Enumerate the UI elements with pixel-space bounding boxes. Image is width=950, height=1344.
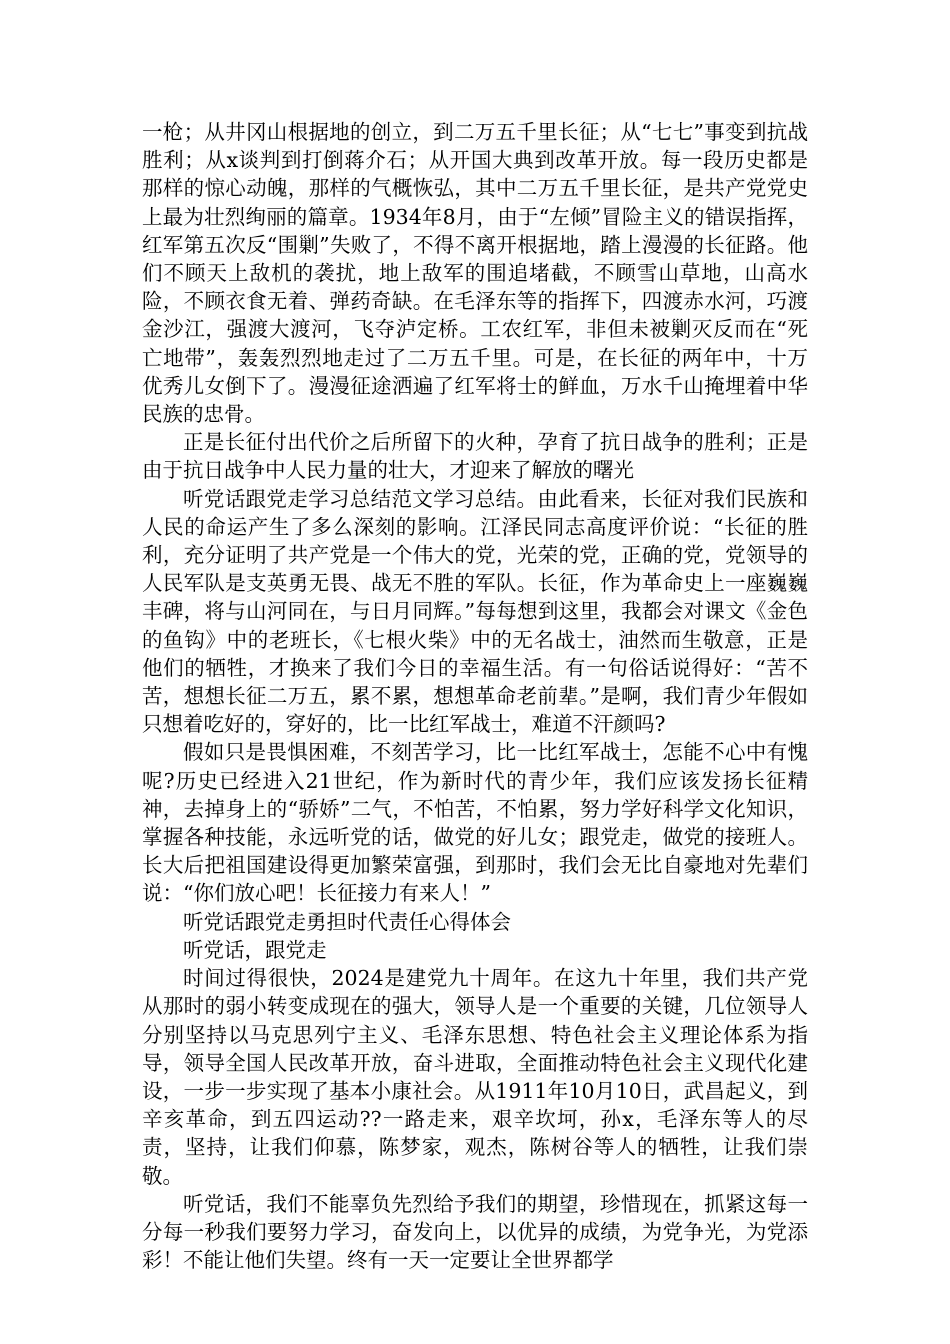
- paragraph-youth-spirit: 假如只是畏惧困难，不刻苦学习，比一比红军战士，怎能不心中有愧呢?历史已经进入21世纪，作为新时代的青少年，我们应该发扬长征精神，去掉身上的“骄娇”二气，不怕苦，不怕累，努力学好科学文化知识，掌握各种技能，永远听党的话，做党的好儿女；跟党走，做党的接班人。长大后把祖国建设得更加繁荣富强，到那时，我们会无比自豪地对先辈们说：“你们放心吧！长征接力有来人！”: [142, 740, 808, 906]
- paragraph-anti-japanese-war: 正是长征付出代价之后所留下的火种，孕育了抗日战争的胜利；正是由于抗日战争中人民力量的壮大，才迎来了解放的曙光: [142, 430, 808, 483]
- paragraph-party-anniversary: 时间过得很快，2024是建党九十周年。在这九十年里，我们共产党从那时的弱小转变成现在的强大，领导人是一个重要的关键，几位领导人分别坚持以马克思列宁主义、毛泽东思想、特色社会主义理论体系为指导，领导全国人民改革开放，奋斗进取，全面推动特色社会主义现代化建设，一步一步实现了基本小康社会。从1911年10月10日，武昌起义，到辛亥革命，到五四运动??一路走来，艰辛坎坷，孙x，毛泽东等人的尽责，坚持，让我们仰慕，陈梦家，观杰，陈树谷等人的牺牲，让我们崇敬。: [142, 966, 808, 1188]
- section-title: 听党话跟党走勇担时代责任心得体会: [183, 909, 511, 934]
- document-page: [142, 118, 808, 1274]
- section-subtitle: 听党话，跟党走: [183, 937, 327, 962]
- paragraph-long-march-history: 一枪；从井冈山根据地的创立，到二万五千里长征；从“七七”事变到抗战胜利；从x谈判到打倒蒋介石；从开国大典到改革开放。每一段历史都是那样的惊心动魄，那样的气概恢弘，其中二万五千里长征，是共产党党史上最为壮烈绚丽的篇章。1934年8月，由于“左倾”冒险主义的错误指挥，红军第五次反“围剿”失败了，不得不离开根据地，踏上漫漫的长征路。他们不顾天上敌机的袭扰，地上敌军的围追堵截，不顾雪山草地，山高水险，不顾衣食无着、弹药奇缺。在毛泽东等的指挥下，四渡赤水河，巧渡金沙江，强渡大渡河，飞夺泸定桥。工农红军，非但未被剿灭反而在“死亡地带”，轰轰烈烈地走过了二万五千里。可是，在长征的两年中，十万优秀儿女倒下了。漫漫征途洒遍了红军将士的鲜血，万水千山掩埋着中华民族的忠骨。: [142, 120, 808, 427]
- paragraph-study-summary: 听党话跟党走学习总结范文学习总结。由此看来，长征对我们民族和人民的命运产生了多么深刻的影响。江泽民同志高度评价说：“长征的胜利，充分证明了共产党是一个伟大的党，光荣的党，正确的党，党领导的人民军队是支英勇无畏、战无不胜的军队。长征，作为革命史上一座巍巍丰碑，将与山河同在，与日月同辉。”每每想到这里，我都会对课文《金色的鱼钩》中的老班长，《七根火柴》中的无名战士，油然而生敬意，正是他们的牺牲，才换来了我们今日的幸福生活。有一句俗话说得好：“苦不苦，想想长征二万五，累不累，想想革命老前辈。”是啊，我们青少年假如只想着吃好的，穿好的，比一比红军战士，难道不汗颜吗?: [142, 486, 808, 737]
- paragraph-listen-to-party: 听党话，我们不能辜负先烈给予我们的期望，珍惜现在，抓紧这每一分每一秒我们要努力学习，奋发向上，以优异的成绩，为党争光，为党添彩！不能让他们失望。终有一天一定要让全世界都学: [142, 1191, 808, 1273]
